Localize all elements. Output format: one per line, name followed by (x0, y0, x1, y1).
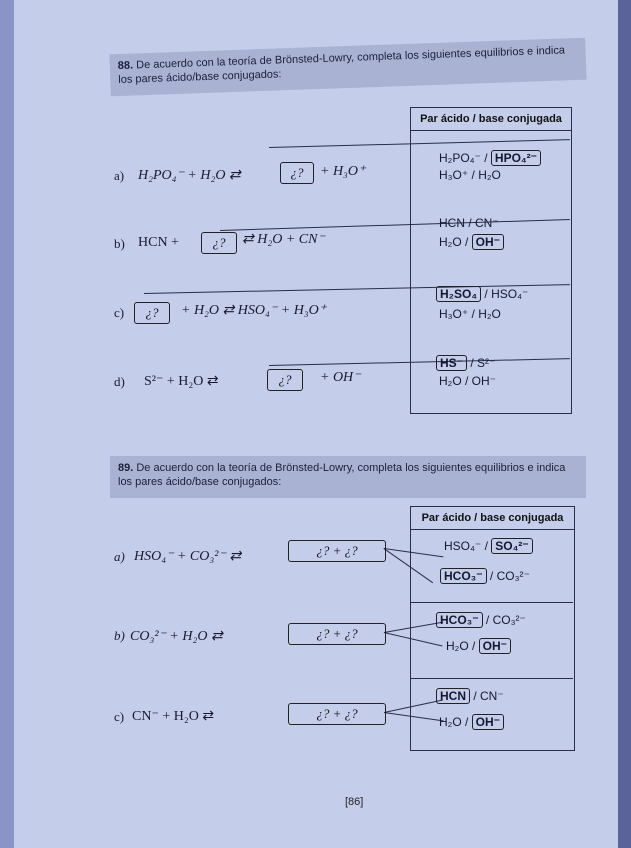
q89b-answer-box[interactable]: ¿? + ¿? (288, 623, 386, 645)
q89a-pair1-text: HSO₄⁻ / (444, 539, 488, 553)
q88c-pair-2: H₃O⁺ / H₂O (439, 307, 501, 321)
q89-header (110, 456, 586, 498)
q89-separator-1 (410, 602, 573, 603)
q89b-pair2-text: H₂O / (446, 639, 476, 653)
q88b-pair2-answer: OH⁻ (472, 234, 504, 250)
q88b-pair-1: HCN / CN⁻ (439, 216, 499, 230)
q89c-pair1-text: / CN⁻ (473, 689, 504, 703)
q88d-answer-box[interactable]: ¿? (267, 369, 303, 391)
q89b-pair1-text: / CO₃²⁻ (485, 613, 526, 627)
q89b-lhs: CO₃²⁻ + H₂O ⇄ (130, 629, 223, 644)
q88b-rhs: ⇄ H₂O + CN⁻ (242, 232, 325, 247)
q88c-pair1-text: / HSO₄⁻ (484, 287, 529, 301)
q88d-pair1-answer: HS⁻ (436, 355, 467, 371)
q89a-pair-1 (444, 538, 533, 554)
q89b-pair1-answer: HCO₃⁻ (436, 612, 483, 628)
q89a-pair2-answer: HCO₃⁻ (440, 568, 487, 584)
q89c-pair-2 (439, 714, 504, 730)
q88a-pair-2: H₃O⁺ / H₂O (439, 168, 501, 182)
q89-table-header: Par ácido / base conjugada (411, 507, 574, 530)
q88d-label: d) (114, 374, 125, 389)
q88b-answer-box[interactable]: ¿? (201, 232, 237, 254)
q88a-pair1-text: H₂PO₄⁻ / (439, 151, 488, 165)
q88b-pair-2 (439, 234, 504, 250)
q89c-label: c) (114, 709, 125, 724)
page-number: [86] (345, 796, 364, 808)
q88d-lhs: S²⁻ + H₂O ⇄ (144, 374, 219, 389)
q89b-pair-1 (436, 612, 526, 628)
q88-header (109, 38, 586, 97)
q88c-pair-1 (436, 286, 528, 302)
q88-number: 88. (117, 59, 134, 73)
q89c-pair2-text: H₂O / (439, 715, 469, 729)
q88c-pair1-answer: H₂SO₄ (436, 286, 481, 302)
q88b-pair2-text: H₂O / (439, 235, 469, 249)
page (14, 0, 618, 848)
q89b-pair-2 (446, 638, 511, 654)
q88c-rhs: + H₂O ⇄ HSO₄⁻ + H₃O⁺ (181, 303, 327, 318)
q89a-pair-2 (440, 568, 530, 584)
q88c-answer-box[interactable]: ¿? (134, 302, 170, 324)
q89b-pair2-answer: OH⁻ (479, 638, 511, 654)
q89c-pair1-answer: HCN (436, 688, 470, 704)
q88b-label: b) (114, 236, 125, 251)
q89a-lhs: HSO₄⁻ + CO₃²⁻ ⇄ (134, 549, 242, 564)
q88a-rhs: + H₃O⁺ (320, 164, 366, 179)
q89c-lhs: CN⁻ + H₂O ⇄ (132, 709, 215, 724)
q89-separator-2 (410, 678, 573, 679)
q88a-pair1-answer: HPO₄²⁻ (491, 150, 541, 166)
q88-table-header: Par ácido / base conjugada (411, 108, 571, 131)
q88a-answer-box[interactable]: ¿? (280, 162, 314, 184)
q88d-pair-2: H₂O / OH⁻ (439, 374, 496, 388)
q88d-pair1-text: / S²⁻ (470, 356, 496, 370)
q89-instructions: De acuerdo con la teoría de Brönsted-Lowry, completa los siguientes equilibrios e indica los pares ácido/base conjugados: (118, 462, 566, 488)
q88b-lhs: HCN + (138, 235, 179, 250)
q88a-pair-1 (439, 150, 541, 166)
q88-instructions: De acuerdo con la teoría de Brönsted-Lowry, completa los siguientes equilibrios e indica los pares ácido/base conjugados: (118, 44, 566, 87)
q89a-label: a) (114, 549, 125, 564)
q88c-label: c) (114, 305, 125, 320)
q89c-pair-1 (436, 688, 504, 704)
q88a-lhs: H₂PO₄⁻ + H₂O ⇄ (138, 168, 241, 183)
q88d-pair-1 (436, 355, 495, 371)
q89b-label: b) (114, 628, 125, 643)
q89a-pair2-text: / CO₃²⁻ (489, 569, 530, 583)
q89-number: 89. (118, 462, 134, 474)
q88a-label: a) (114, 168, 125, 183)
q89a-pair1-answer: SO₄²⁻ (491, 538, 532, 554)
q89c-pair2-answer: OH⁻ (472, 714, 504, 730)
q89c-answer-box[interactable]: ¿? + ¿? (288, 703, 386, 725)
q89a-answer-box[interactable]: ¿? + ¿? (288, 540, 386, 562)
q88d-rhs: + OH⁻ (320, 370, 361, 385)
